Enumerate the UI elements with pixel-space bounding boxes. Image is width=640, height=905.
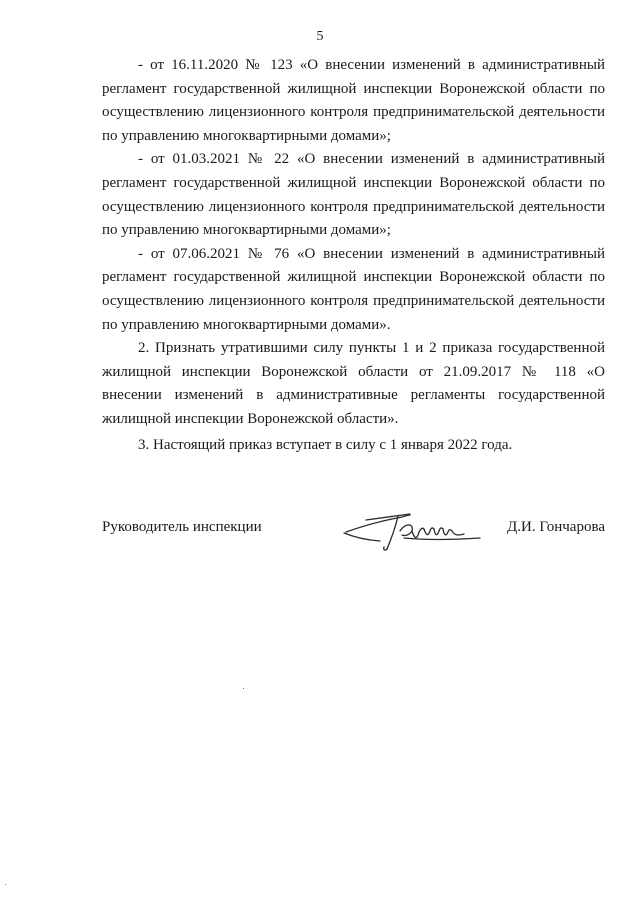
scan-speck [5,884,6,885]
signatory-position: Руководитель инспекции [102,519,262,535]
signature-block [102,515,605,555]
page-number: 5 [316,29,324,44]
clause-3: 3. Настоящий приказ вступает в силу с 1 января 2022 года. [138,436,513,453]
handwritten-signature [340,507,490,553]
amendment-item-2: - от 01.03.2021 № 22 «О внесении изменений в административный регламент государственной жилищной инспекции Воронежской области по осуществлению лицензионного контроля предпринимательской деятельности по управлению многоквартирными домами»; [102,151,605,239]
scan-speck [243,688,244,689]
clause-2: 2. Признать утратившими силу пункты 1 и 2 приказа государственной жилищной инспекции Воронежской области от 21.09.2017 № 118 «О внесении изменений в административные регламенты государственной жилищной инспекции Воронежской области». [102,340,605,427]
amendment-item-1: - от 16.11.2020 № 123 «О внесении изменений в административный регламент государственной жилищной инспекции Воронежской области по осуществлению лицензионного контроля предпринимательской деятельности по управлению многоквартирными домами»; [102,57,605,144]
signatory-name: Д.И. Гончарова [507,519,605,535]
amendment-item-3: - от 07.06.2021 № 76 «О внесении изменений в административный регламент государственной жилищной инспекции Воронежской области по осуществлению лицензионного контроля предпринимательской деятельности по управлению многоквартирными домами». [102,245,605,333]
document-body [102,54,605,457]
